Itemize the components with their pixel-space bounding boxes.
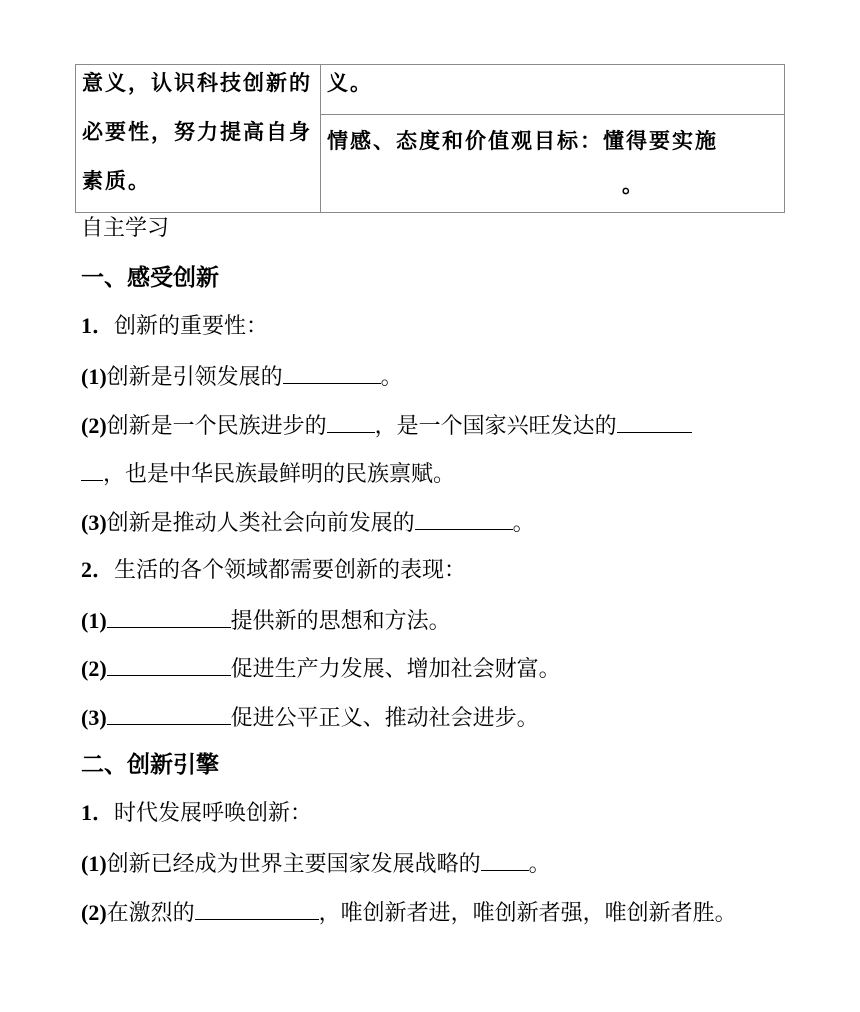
objectives-table bbox=[75, 64, 785, 213]
question-number: 2． bbox=[81, 556, 115, 582]
table-cell-left bbox=[76, 65, 321, 213]
question-line bbox=[81, 793, 801, 842]
answer-blank[interactable] bbox=[481, 842, 529, 871]
table-cell-right-top: 义。 bbox=[321, 65, 785, 115]
question-number: (3) bbox=[81, 510, 107, 536]
question-text: 。 bbox=[380, 365, 403, 391]
objectives-table-wrap bbox=[75, 64, 785, 213]
question-text: 创新是推动人类社会向前发展的 bbox=[106, 511, 415, 537]
question-text: 时代发展呼唤创新： bbox=[114, 801, 313, 827]
question-line bbox=[81, 599, 801, 648]
question-line bbox=[81, 306, 801, 355]
answer-blank[interactable] bbox=[283, 355, 381, 384]
question-text: 创新已经成为世界主要国家发展战略的 bbox=[106, 851, 481, 877]
question-text: ，是一个国家兴旺发达的 bbox=[374, 413, 617, 439]
question-text: 创新是引领发展的 bbox=[106, 365, 283, 391]
question-text: ，也是中华民族最鲜明的民族禀赋。 bbox=[103, 462, 456, 488]
question-line bbox=[81, 891, 801, 940]
question-number: (1) bbox=[81, 850, 107, 876]
question-number: (2) bbox=[81, 412, 107, 438]
section-heading: 一、感受创新 bbox=[81, 264, 219, 291]
question-number: (1) bbox=[81, 364, 107, 390]
question-line bbox=[81, 647, 801, 696]
answer-blank[interactable] bbox=[415, 501, 513, 530]
question-text: 在激烈的 bbox=[106, 900, 195, 926]
table-cell-right-bottom bbox=[321, 114, 785, 212]
question-line bbox=[81, 696, 801, 745]
section-heading: 二、创新引擎 bbox=[81, 751, 219, 778]
answer-blank[interactable] bbox=[617, 404, 692, 433]
question-text: 提供新的思想和方法。 bbox=[230, 608, 451, 634]
question-number: 1． bbox=[81, 313, 115, 339]
question-line bbox=[81, 404, 801, 453]
question-number: (3) bbox=[81, 704, 107, 730]
table-left-line: 素质。 bbox=[82, 168, 151, 193]
answer-blank[interactable] bbox=[327, 404, 375, 433]
section-label: 自主学习 bbox=[81, 216, 170, 241]
question-number: (2) bbox=[81, 656, 107, 682]
question-text: 。 bbox=[512, 511, 535, 537]
question-number: 1． bbox=[81, 800, 115, 826]
table-left-line: 必要性，努力提高自身 bbox=[82, 119, 312, 144]
question-text: 生活的各个领域都需要创新的表现： bbox=[114, 557, 467, 583]
answer-blank[interactable] bbox=[107, 599, 231, 628]
table-right-line: 情感、态度和价值观目标：懂得要实施 bbox=[327, 127, 718, 153]
question-line bbox=[81, 355, 801, 404]
question-text: 促进公平正义、推动社会进步。 bbox=[230, 705, 539, 731]
answer-blank[interactable] bbox=[107, 647, 231, 676]
question-line bbox=[81, 501, 801, 550]
question-text: 促进生产力发展、增加社会财富。 bbox=[230, 657, 561, 683]
question-line bbox=[81, 550, 801, 599]
answer-blank[interactable] bbox=[107, 696, 231, 725]
study-content bbox=[81, 209, 801, 939]
question-text: 。 bbox=[528, 851, 551, 877]
question-number: (2) bbox=[81, 899, 107, 925]
table-left-line: 意义，认识科技创新的 bbox=[82, 70, 312, 95]
question-text: ，唯创新者进，唯创新者强，唯创新者胜。 bbox=[318, 900, 737, 926]
answer-blank[interactable] bbox=[195, 891, 319, 920]
question-text: 创新的重要性： bbox=[114, 314, 269, 340]
question-number: (1) bbox=[81, 607, 107, 633]
question-text: 创新是一个民族进步的 bbox=[106, 413, 327, 439]
answer-blank[interactable] bbox=[81, 452, 103, 481]
question-line bbox=[81, 452, 801, 501]
table-right-line-end: 。 bbox=[622, 171, 645, 197]
question-line bbox=[81, 842, 801, 891]
